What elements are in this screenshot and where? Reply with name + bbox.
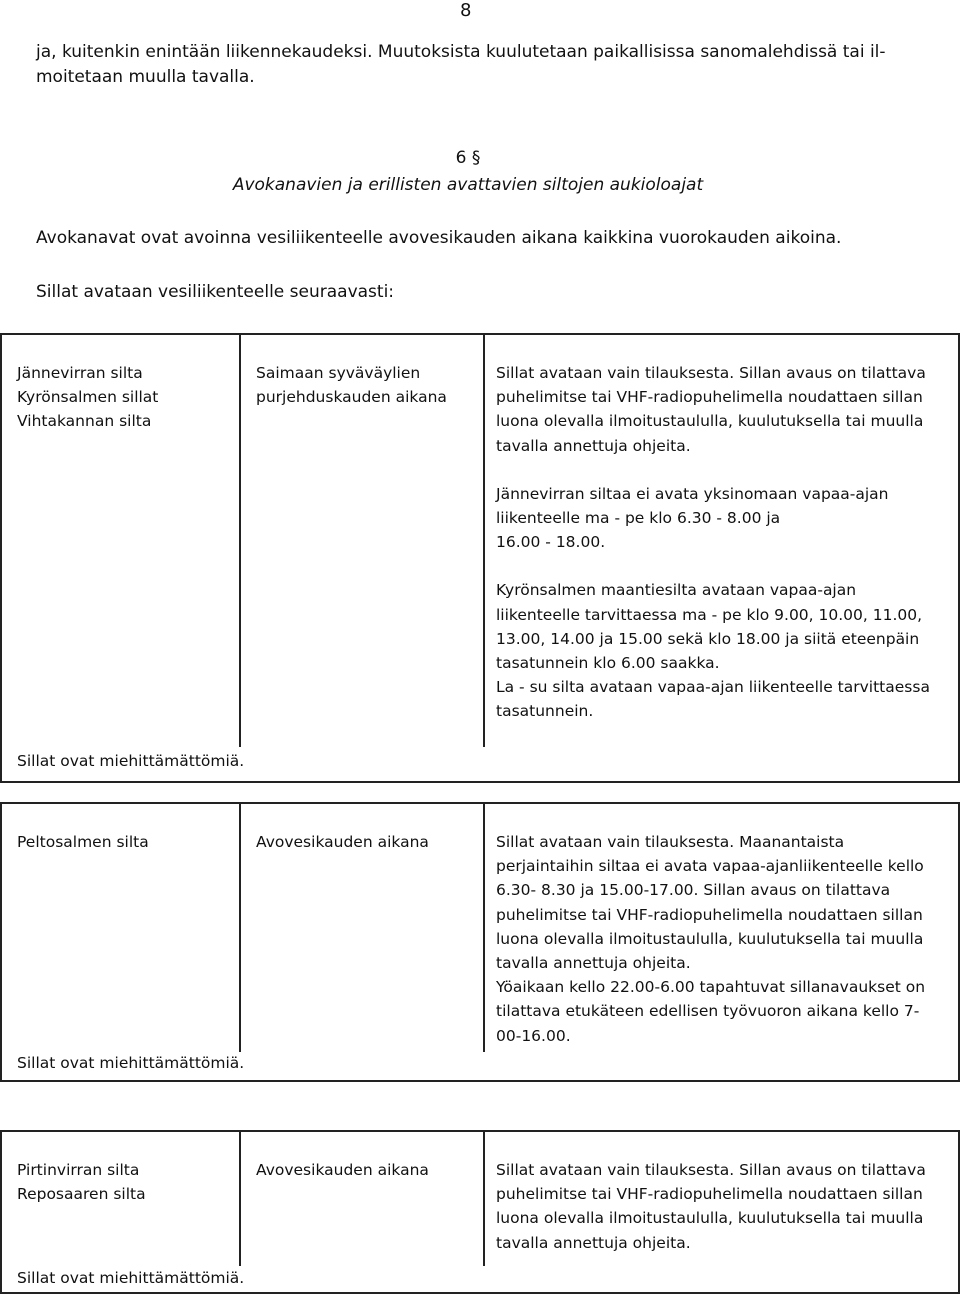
- intro-line: ja, kuitenkin enintään liikennekaudeksi. Muutoksista kuulutetaan paikallisissa sanomalehdissä tai il-: [36, 42, 886, 62]
- rule-line: tasatunnein klo 6.00 saakka.: [496, 654, 720, 673]
- bridge-table-3: [0, 1130, 960, 1294]
- rule-line: Kyrönsalmen maantiesilta avataan vapaa-ajan: [496, 581, 857, 600]
- rule-line: Sillat avataan vain tilauksesta. Maanantaista: [496, 833, 845, 851]
- bridge-names-cell: [2, 1132, 241, 1266]
- bridges-intro-paragraph: Sillat avataan vesiliikenteelle seuraavasti:: [36, 282, 395, 302]
- period-line: Saimaan syväväylien: [256, 364, 421, 382]
- table-footer: Sillat ovat miehittämättömiä.: [17, 1054, 245, 1072]
- rule-line: tilattava etukäteen edellisen työvuoron aikana kello 7-: [496, 1002, 920, 1021]
- rule-line: perjaintaihin siltaa ei avata vapaa-ajanliikenteelle kello: [496, 857, 924, 876]
- rule-line: 13.00, 14.00 ja 15.00 sekä klo 18.00 ja siitä eteenpäin: [496, 629, 920, 648]
- bridge-name: Peltosalmen silta: [17, 833, 149, 851]
- rule-line: luona olevalla ilmoitustaululla, kuulutuksella tai muulla: [496, 412, 924, 431]
- period-line: Avovesikauden aikana: [256, 833, 429, 851]
- bridge-table-2: [0, 802, 960, 1082]
- bridge-name: Pirtinvirran silta: [17, 1161, 140, 1179]
- intro-paragraph: [36, 40, 936, 90]
- rule-line: 00-16.00.: [496, 1026, 571, 1045]
- rule-line: puhelimitse tai VHF-radiopuhelimella noudattaen sillan: [496, 1185, 923, 1204]
- table-footer: Sillat ovat miehittämättömiä.: [17, 752, 245, 770]
- rule-line: Sillat avataan vain tilauksesta. Sillan avaus on tilattava: [496, 364, 926, 382]
- rule-line: 16.00 - 18.00.: [496, 533, 606, 552]
- period-cell: [241, 335, 485, 747]
- period-cell: [241, 1132, 485, 1266]
- section-number: 6 §: [455, 148, 481, 168]
- rules-cell: [485, 1132, 958, 1255]
- bridge-name: Jännevirran silta: [17, 364, 143, 382]
- rule-line: 6.30- 8.30 ja 15.00-17.00. Sillan avaus on tilattava: [496, 881, 891, 900]
- page-number: 8: [460, 0, 472, 21]
- rule-line: puhelimitse tai VHF-radiopuhelimella noudattaen sillan: [496, 905, 923, 924]
- canal-paragraph: Avokanavat ovat avoinna vesiliikenteelle avovesikauden aikana kaikkina vuorokauden aikoina.: [36, 228, 842, 248]
- bridge-name: Kyrönsalmen sillat: [17, 388, 159, 407]
- rule-line: Yöaikaan kello 22.00-6.00 tapahtuvat sillanavaukset on: [496, 978, 926, 997]
- table-footer: Sillat ovat miehittämättömiä.: [17, 1269, 245, 1287]
- rule-line: luona olevalla ilmoitustaululla, kuulutuksella tai muulla: [496, 1209, 924, 1228]
- rule-line: Sillat avataan vain tilauksesta. Sillan avaus on tilattava: [496, 1161, 926, 1179]
- rule-line: tavalla annettuja ohjeita.: [496, 954, 691, 973]
- bridge-names-cell: [2, 335, 241, 747]
- bridge-name: Vihtakannan silta: [17, 412, 152, 431]
- rule-line: liikenteelle tarvittaessa ma - pe klo 9.00, 10.00, 11.00,: [496, 605, 923, 624]
- rules-cell: [485, 804, 958, 1048]
- section-title: Avokanavien ja erillisten avattavien siltojen aukioloajat: [232, 175, 704, 195]
- rule-line: tasatunnein.: [496, 702, 594, 721]
- bridge-table-1: [0, 333, 960, 783]
- bridge-name: Reposaaren silta: [17, 1185, 146, 1204]
- period-line: Avovesikauden aikana: [256, 1161, 429, 1179]
- rule-line: tavalla annettuja ohjeita.: [496, 1233, 691, 1252]
- period-line: purjehduskauden aikana: [256, 388, 447, 407]
- bridge-names-cell: [2, 804, 241, 1052]
- rules-cell: [485, 335, 958, 724]
- intro-line: moitetaan muulla tavalla.: [36, 67, 255, 87]
- rule-line: La - su silta avataan vapaa-ajan liikenteelle tarvittaessa: [496, 678, 930, 697]
- rule-line: tavalla annettuja ohjeita.: [496, 436, 691, 455]
- rule-line: Jännevirran siltaa ei avata yksinomaan vapaa-ajan: [496, 484, 889, 503]
- rule-line: puhelimitse tai VHF-radiopuhelimella noudattaen sillan: [496, 388, 923, 407]
- rule-line: liikenteelle ma - pe klo 6.30 - 8.00 ja: [496, 509, 781, 528]
- period-cell: [241, 804, 485, 1052]
- rule-line: luona olevalla ilmoitustaululla, kuulutuksella tai muulla: [496, 929, 924, 948]
